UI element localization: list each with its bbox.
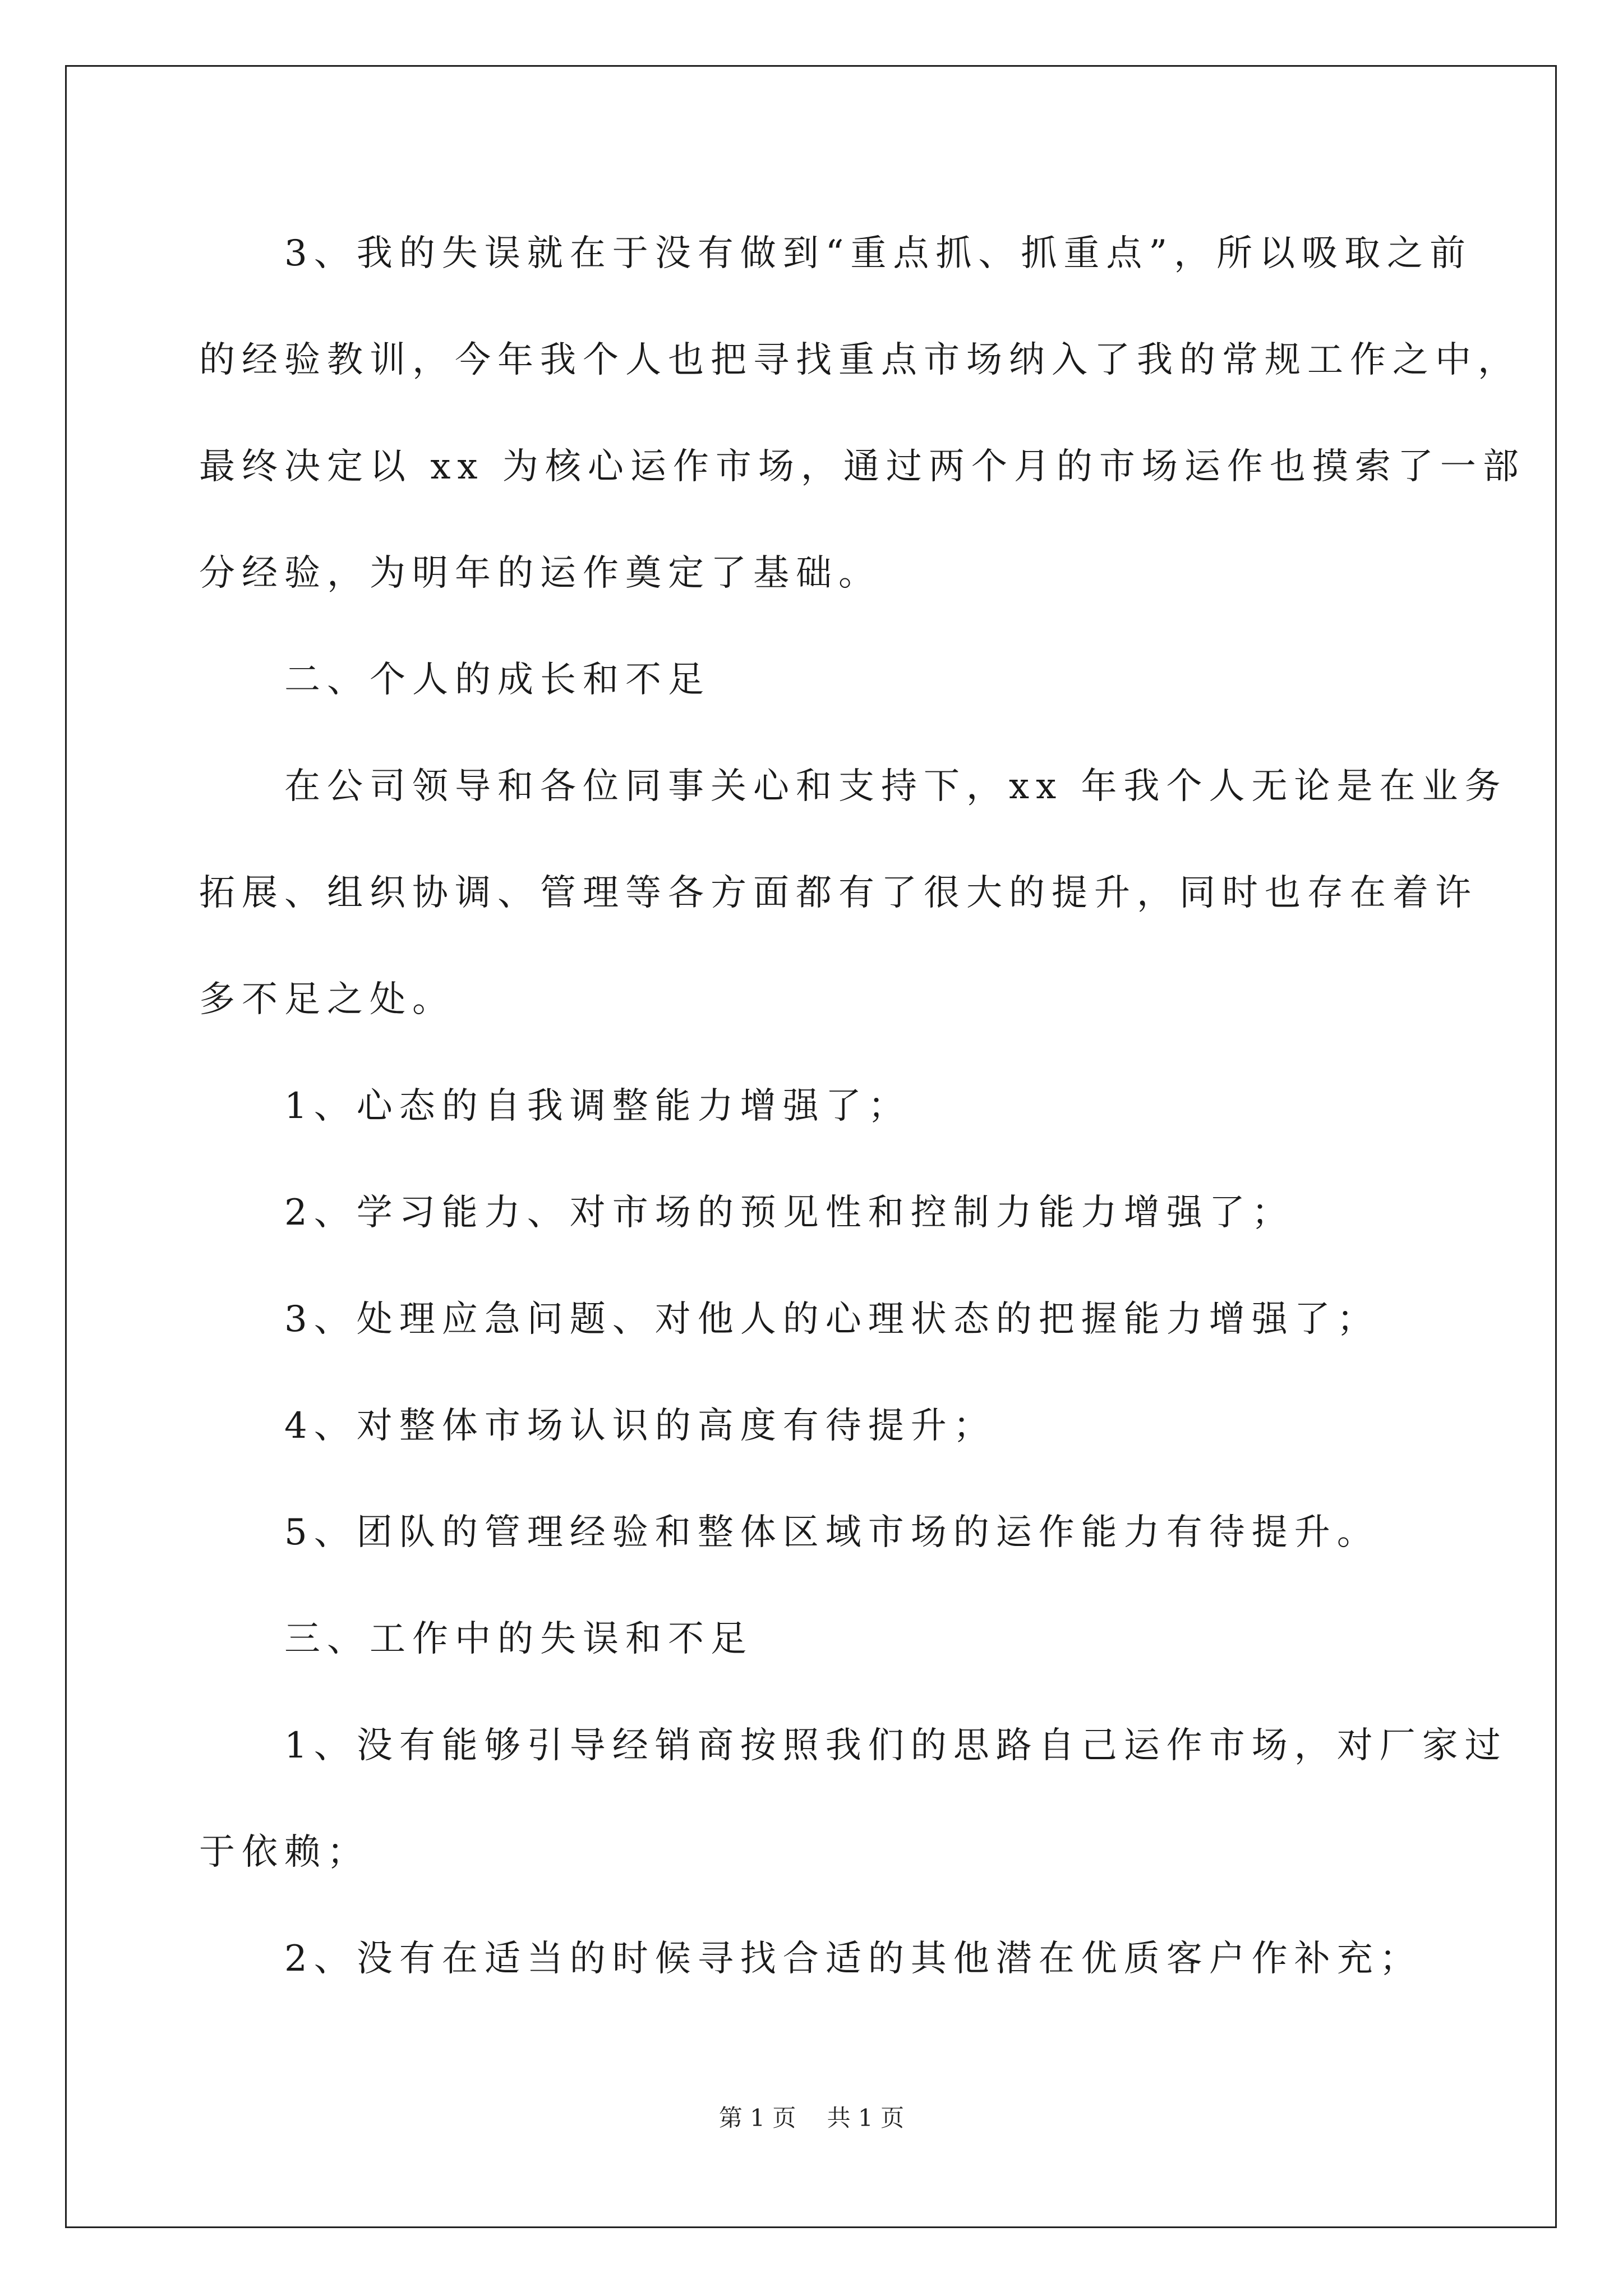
text-line: 拓展、组织协调、管理等各方面都有了很大的提升，同时也存在着许 xyxy=(199,872,1478,914)
text-line: 的经验教训，今年我个人也把寻找重点市场纳入了我的常规工作之中， xyxy=(199,339,1520,381)
section-heading: 三、工作中的失误和不足 xyxy=(199,1618,753,1660)
text-line: 3、我的失误就在于没有做到“重点抓、抓重点”，所以吸取之前 xyxy=(199,233,1473,274)
text-line: 最终决定以 xx 为核心运作市场，通过两个月的市场运作也摸索了一部 xyxy=(199,446,1525,487)
page-footer: 第 1 页 共 1 页 xyxy=(718,2104,905,2132)
text-line: 在公司领导和各位同事关心和支持下，xx 年我个人无论是在业务 xyxy=(199,766,1507,807)
list-item: 2、学习能力、对市场的预见性和控制力能力增强了； xyxy=(199,1192,1294,1234)
text-line: 多不足之处。 xyxy=(199,979,455,1020)
list-item: 2、没有在适当的时候寻找合适的其他潜在优质客户作补充； xyxy=(199,1938,1422,1980)
list-item: 5、团队的管理经验和整体区域市场的运作能力有待提升。 xyxy=(199,1512,1380,1553)
text-line: 于依赖； xyxy=(199,1832,370,1873)
text-line: 分经验，为明年的运作奠定了基础。 xyxy=(199,553,881,594)
section-heading: 二、个人的成长和不足 xyxy=(199,659,711,701)
list-item: 1、心态的自我调整能力增强了； xyxy=(199,1085,911,1127)
list-item: 4、对整体市场认识的高度有待提升； xyxy=(199,1405,996,1447)
list-item: 1、没有能够引导经销商按照我们的思路自己运作市场，对厂家过 xyxy=(199,1725,1507,1766)
page-border xyxy=(65,65,1557,2228)
list-item: 3、处理应急问题、对他人的心理状态的把握能力增强了； xyxy=(199,1299,1380,1340)
